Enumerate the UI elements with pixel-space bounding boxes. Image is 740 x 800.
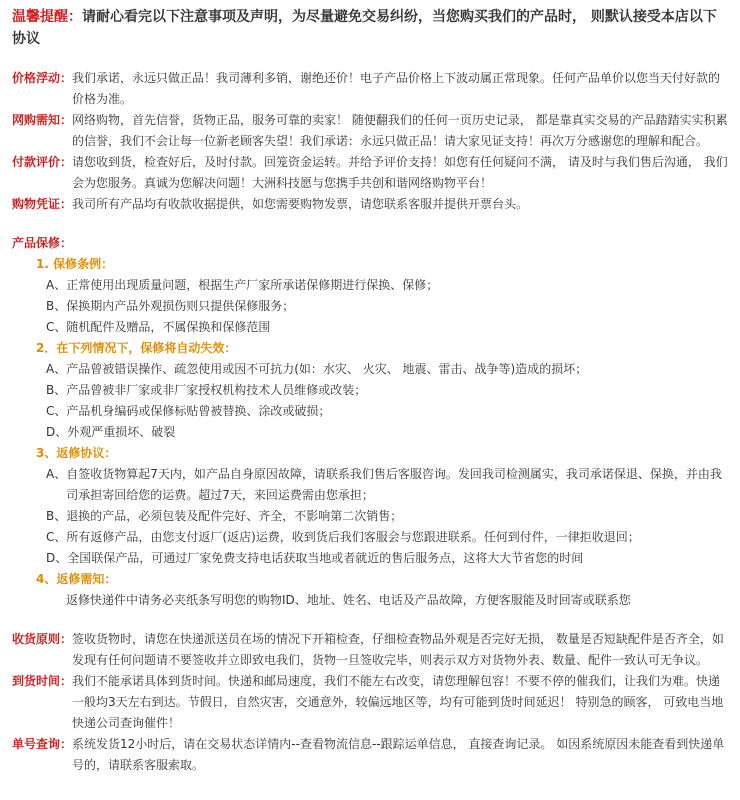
warranty-section-title: 1. 保修条例： <box>36 257 114 271</box>
notice-price <box>12 68 730 110</box>
warranty-item <box>12 464 730 506</box>
item-text: 外观严重损坏、破裂 <box>67 425 176 439</box>
notice-text: 系统发货12小时后，请在交易状态详情内--查看物流信息--跟踪运单信息， 直接查询记录。 如因系统原因未能查看到快递单号的，请联系客服索取。 <box>72 737 725 772</box>
notice-text: 我司所有产品均有收款收据提供，如您需要购物发票，请您联系客服并提供开票台头。 <box>72 197 529 211</box>
item-marker: A、 <box>46 467 67 481</box>
warranty-item <box>12 401 730 422</box>
warranty-item <box>12 548 730 569</box>
notice-text: 我们不能承诺具体到货时间。快递和邮局速度，我们不能左右改变，请您理解包容！不要不停的催我们，让我们为难。快递一般均3天左右到达。节假日，自然灾害，交通意外，较偏远地区等，均有可能到货时间延迟！ 特别急的顾客， 可致电当地快递公司查询催件！ <box>72 674 724 730</box>
warranty-section-title: 4、返修需知： <box>36 572 117 586</box>
item-marker: D、 <box>46 425 68 439</box>
item-text: 产品曾被非厂家或非厂家授权机构技术人员维修或改装； <box>66 383 367 397</box>
item-text: 随机配件及赠品，不属保换和保修范围 <box>66 320 271 334</box>
notice-text: 我们承诺，永远只做正品！我司薄利多销，谢绝还价！电子产品价格上下波动属正常现象。任何产品单价以您当天付好款的价格为准。 <box>72 71 721 106</box>
item-marker: C、 <box>46 530 67 544</box>
item-marker: C、 <box>46 404 67 418</box>
item-text: 全国联保产品，可通过厂家免费支持电话获取当地或者就近的售后服务点，这将大大节省您的时间 <box>67 551 584 565</box>
notice-label: 收货原则： <box>12 632 73 646</box>
item-text: 保换期内产品外观损伤则只提供保修服务； <box>66 299 295 313</box>
item-marker: C、 <box>46 320 67 334</box>
warranty-item <box>12 296 730 317</box>
notice-tracking <box>12 734 730 776</box>
bottom-notices <box>12 629 730 776</box>
notice-text: 请您收到货，检查好后，及时付款。回笼资金运转。并给予评价支持！如您有任何疑问不满， 请及时与我们售后沟通， 我们会为您服务。真诚为您解决问题！大洲科技愿与您携手共创和谐网络购物平台！ <box>72 155 728 190</box>
warranty-item <box>12 506 730 527</box>
notice-text: 网络购物，首先信誉，货物正品，服务可靠的卖家！ 随便翻我们的任何一页历史记录， 都是靠真实交易的产品踏踏实实积累的信誉，我们不会让每一位新老顾客失望！我们承诺：永远只做正品！请大家见证支持！再次万分感谢您的理解和配合。 <box>72 113 728 148</box>
notice-receipt <box>12 194 730 215</box>
top-notices <box>12 68 730 215</box>
warranty-plain-text: 返修快递件中请务必夹纸条写明您的购物ID、地址、姓名、电话及产品故障，方便客服能及时回寄或联系您 <box>66 593 631 607</box>
item-text: 自签收货物算起7天内，如产品自身原因故障，请联系我们售后客服咨询。发回我司检测属实，我司承诺保退、保换，并由我司承担寄回给您的运费。超过7天，来回运费需由您承担； <box>66 467 722 502</box>
warranty-title: 产品保修： <box>12 236 73 250</box>
warranty-item <box>12 422 730 443</box>
spacer <box>12 215 730 233</box>
item-marker: B、 <box>46 383 67 397</box>
notice-label: 网购需知： <box>12 113 73 127</box>
item-marker: A、 <box>46 362 67 376</box>
notice-shopping <box>12 110 730 152</box>
warranty-item <box>12 317 730 338</box>
notice-label: 价格浮动： <box>12 71 73 85</box>
item-text: 产品曾被错误操作、疏忽使用或因不可抗力(如：水灾、 火灾、 地震、雷击、战争等)造成的损坏； <box>66 362 588 376</box>
item-text: 正常使用出现质量问题，根据生产厂家所承诺保修期进行保换、保修； <box>66 278 439 292</box>
notice-receiving <box>12 629 730 671</box>
warranty-section-title: 3、返修协议： <box>36 446 117 460</box>
item-marker: B、 <box>46 299 67 313</box>
warranty-item <box>12 527 730 548</box>
item-text: 退换的产品，必须包装及配件完好、齐全，不影响第二次销售； <box>66 509 403 523</box>
item-marker: B、 <box>46 509 67 523</box>
intro-lead: 温馨提醒： <box>12 9 82 25</box>
spacer <box>12 611 730 629</box>
warranty-block <box>12 233 730 611</box>
notice-label: 付款评价： <box>12 155 73 169</box>
notice-payment <box>12 152 730 194</box>
item-text: 所有返修产品，由您支付返厂(返店)运费，收到货后我们客服会与您跟进联系。任何到付件，一律拒收退回； <box>66 530 640 544</box>
notice-label: 单号查询： <box>12 737 73 751</box>
item-marker: D、 <box>46 551 68 565</box>
warranty-item <box>12 359 730 380</box>
notice-arrival <box>12 671 730 734</box>
item-marker: A、 <box>46 278 67 292</box>
notice-label: 到货时间： <box>12 674 73 688</box>
item-text: 产品机身编码或保修标贴曾被替换、涂改或破损； <box>66 404 331 418</box>
intro-notice <box>12 6 730 50</box>
warranty-item <box>12 275 730 296</box>
notice-text: 签收货物时，请您在快递派送员在场的情况下开箱检查，仔细检查物品外观是否完好无损， 数量是否短缺配件是否齐全，如发现有任何问题请不要签收并立即致电我们，货物一旦签收完毕，则表示双方对货物外表、数量、配件一致认可无争议。 <box>72 632 724 667</box>
notice-label: 购物凭证： <box>12 197 73 211</box>
warranty-item <box>12 380 730 401</box>
intro-text: 请耐心看完以下注意事项及声明，为尽量避免交易纠纷，当您购买我们的产品时， 则默认接受本店以下协议 <box>12 9 717 47</box>
warranty-section-title: 2．在下列情况下，保修将自动失效： <box>36 341 237 355</box>
